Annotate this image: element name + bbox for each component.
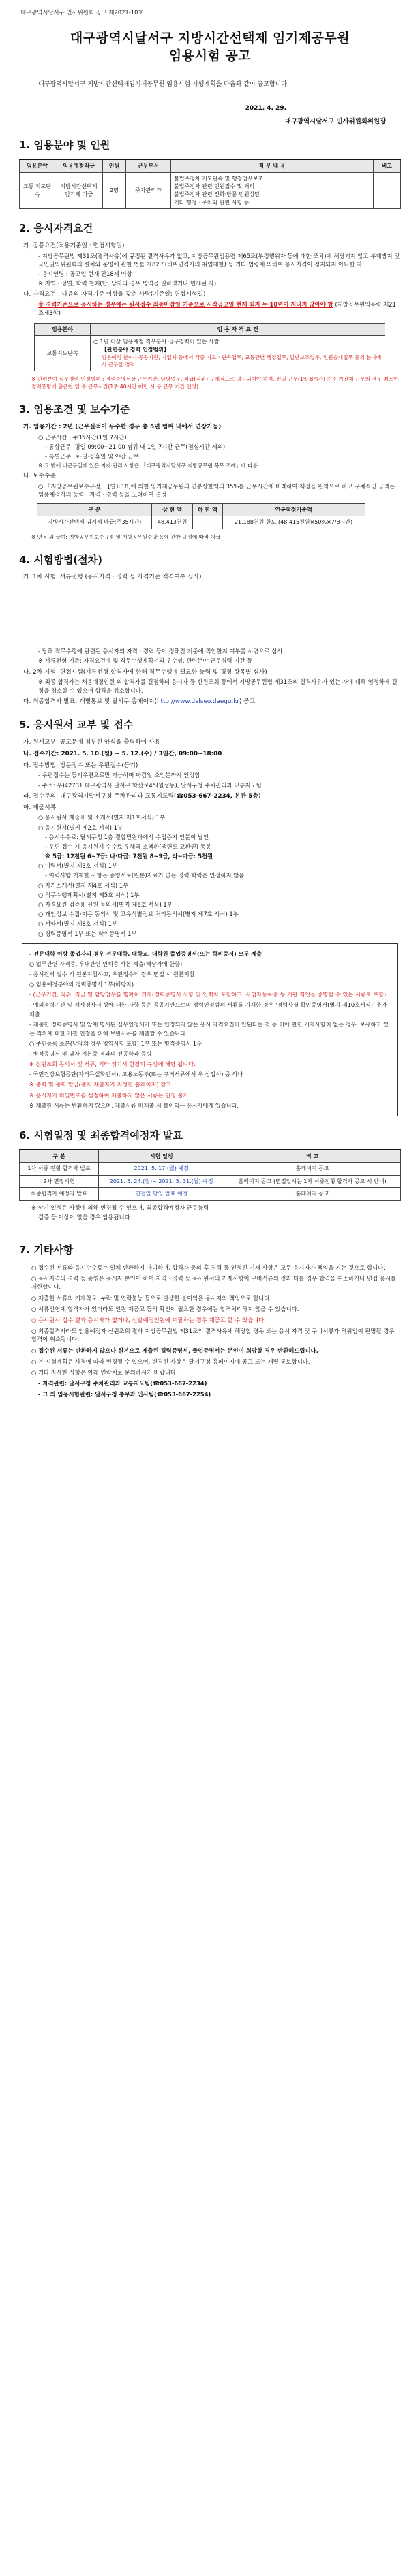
- age-requirement: - 응시연령 : 공고일 현재 만18세 이상: [38, 270, 132, 278]
- document-item: ○ 응시원서(별지 제2호 서식) 1부: [38, 823, 123, 831]
- work-hours: ○ 근무시간 : 주35시간(1일 7시간): [38, 433, 127, 441]
- document-item: - 응시수수료: 달서구청 1층 결합민원과에서 수입증지 인분이 납인: [45, 833, 209, 841]
- qualification-line: ○ 1년 이상 임용예정 직무분야 실무경력이 있는 사람: [93, 339, 220, 345]
- col-grade: 임용예정직급: [55, 159, 103, 172]
- cell-field: 교통지도단속: [35, 336, 91, 371]
- etc-item: ○ 응시원서 접수 결과 응시자가 없거나, 선발예정인원에 미달하는 경우 재공고 할 수 있습니다.: [31, 1316, 266, 1323]
- special-work: - 특별근무: 토·일·공휴일 및 야간 근무: [45, 453, 139, 460]
- inquiry-phone: ☎053-667-2234, 본관 5층: [176, 792, 258, 800]
- col-note: 비고: [374, 159, 401, 172]
- common-requirement: 가. 공통요건(적용기준일 : 면접시험일): [23, 242, 125, 249]
- spacer: [19, 1223, 401, 1231]
- documents-box: [22, 943, 398, 1116]
- table-row: [20, 172, 401, 208]
- work-note: ※ 그 밖에 비근무일에 있은 지지·관리 사항은 「대구광역시달서구 지방공무원 복무 조례」에 따름: [38, 462, 258, 469]
- notice-title: [19, 30, 401, 65]
- duty-item: 불법주정차 관련 민원접수 및 처리: [174, 183, 255, 190]
- col-field: 임용분야: [20, 159, 55, 172]
- box-line: ※ 신원조회 동의서 및 서류, 기타 위치서 한정의 규정에 해당 됩니다.: [29, 1061, 196, 1068]
- col-upper: 상 한 액: [152, 503, 193, 516]
- qualification-scope: 임용예정 분야 : 공공기관, 기업체 등에서 각종 지도 · 단속업무, 교통관련 행정업무, 일반보조업무, 민원응대업무 등의 분야에서 근무한 경력: [102, 354, 382, 368]
- etc-item: ○ 본 시험계획은 사정에 따라 변경될 수 있으며, 변경된 사항은 달서구청 홈페이지에 공고 또는 개별 통보합니다.: [31, 1357, 310, 1365]
- schedule-table: [19, 1149, 401, 1201]
- duty-item: 불법주정차 관련 전화·방문 민원상담: [174, 191, 260, 198]
- col-count: 인원: [103, 159, 126, 172]
- position-table: [19, 159, 401, 209]
- requirement-text: - 지방공무원법 제31조(결격사유)에 규정된 결격사유가 없고, 지방공무원임용령 제65조(부정행위자 등에 대한 조치)에 해당되지 않고 부패방지 및 국민권익위원회의 설치와 운영에 관한 법률 제82조(비위면직자의 취업제한) 등 기타 법령에 의하여 응시자격이 정지되지 아니한 자: [38, 252, 400, 268]
- inquiry-text: 라. 접수문의: 대구광역시달서구청 주차관리과 교통지도팀(: [23, 792, 177, 800]
- document-item: ○ 자기소개서(별지 제4호 서식) 1부: [38, 881, 129, 889]
- cell-remark: 홈페이지 공고 (면접일시는 1차 서류전형 합격자 공고 시 안내): [224, 1175, 401, 1188]
- duty-item: 불법주정차 지도단속 및 행정업무보조: [174, 175, 264, 182]
- col-dept: 근무부서: [126, 159, 171, 172]
- etc-item: ○ 기타 자세한 사항은 아래 연락처로 문의하시기 바랍니다.: [31, 1368, 178, 1376]
- table-row: [35, 336, 385, 371]
- schedule-note-2: 검증 등 이상이 없을 경우 임용됩니다.: [38, 1214, 132, 1221]
- second-exam-note: ※ 최종 합격자는 채용예정인원 외 합격자를 결정하되 응시자 등 신원조회 등에서 지방공무원법 제31조의 결격사유가 있는 자에 대해 엄정하게 결정을 취소할 수 있으며 합격을 취소합니다.: [38, 678, 397, 694]
- box-line: ※ 응시자가 비밀번호를 설정하여 제출하지 않은 서류는 인정 불가: [29, 1091, 189, 1099]
- intro-text: 대구광역시달서구 지방시간선택제임기제공무원 임용시험 시행계획을 다음과 같이 공고합니다.: [38, 81, 289, 89]
- first-exam: 가. 1차 시험: 서류전형 (응시자격 · 경력 등 자격기준 적격여부 심사): [23, 574, 202, 581]
- cell-dept: 주차관리과: [126, 172, 171, 208]
- cell-category: 최종합격자 예정자 발표: [20, 1188, 99, 1201]
- pay-note: ※ 연봉 외 급여: 지방공무원보수규정 및 지방공무원수당 등에 관한 규정에 따라 지급: [31, 533, 221, 540]
- cell-upper: 48,413천원: [152, 516, 193, 529]
- col-category: 구 분: [38, 503, 152, 516]
- etc-item: ○ 접수된 서류는 반환하지 않으나 원본으로 제출된 경력증명서, 졸업증명서는 본인이 희망할 경우 반환해드립니다.: [31, 1347, 318, 1354]
- cell-schedule: 2021. 5. 24.(월)~ 2021. 5. 31.(월) 예정: [99, 1175, 224, 1188]
- term: 가. 임용기간 : 2년 (근무실적이 우수한 경우 총 5년 범위 내에서 연장가능): [23, 424, 222, 431]
- box-line: ○ 임용예정분야의 경력증명서 1부(해당자): [29, 981, 134, 988]
- doc-review-note: ※ 서류전형 기준: 자격요건에 및 직무수행계획서의 우수성, 관련분야 근무경력 기간 등: [38, 657, 253, 665]
- box-line: - 제출한 경력증명서 및 앞에 명시된 실무인정서가 또는 인정되지 않는 응시 자격요건이 안된다는 것 등 이에 관한 기재사항이 없는 경우, 보유하고 있는 직위에 대한 기관 인정을 위해 보완서류를 제출할 수 있습니다.: [29, 1020, 389, 1037]
- document-item: ○ 개인정보 수집·이용 동의서 및 고유식별정보 처리동의서(별지 제7호 서식) 1부: [38, 911, 239, 918]
- notice-date: 2021. 4. 29.: [245, 104, 286, 112]
- etc-item: ○ 서류전형에 합격자가 있더라도 인원 재공고 등의 확인이 필요한 경우에는 합격처리하지 않을 수 있습니다.: [31, 1305, 299, 1313]
- cell-note: [374, 172, 401, 208]
- career-note-text: ※ 경력기준으로 응시하는 경우에는 원서접수 최종마감일 기준으로 시작공고일 현재 최지 두 10년이 지나지 않아야 함: [38, 301, 333, 309]
- documents-title: 마. 제출서류: [23, 804, 57, 811]
- etc-list: [19, 1263, 401, 1398]
- document-item: ○ 경력증명서 1부 또는 학위증명서 1부: [38, 930, 137, 937]
- cell-qualification: [91, 336, 385, 371]
- box-line: - 병적증명서 및 남자 기본중 경과의 전공학과 증빙: [29, 1050, 152, 1057]
- documents-box-lines: [29, 949, 391, 1110]
- pay-text: ○ 「지방공무원보수규정」 [별표18]에 의한 임기제공무원의 연봉상한액의 35%를 근무시간에 비례하여 책정을 원칙으로 하고 구체적인 금액은 임용예정자의 능력 · 자격 · 경력 등을 고려하여 결정: [38, 483, 395, 499]
- doc-review-text: - 당해 직무수행에 관련된 응시자의 자격 · 경력 등이 정해진 기준에 적합한지 여부를 서면으로 심사: [38, 648, 283, 655]
- second-exam: 나. 2차 시험: 면접시험(서류전형 합격자에 한해 직무수행에 필요한 능력 및 평정 항목별 심사): [23, 668, 267, 676]
- section-6-title: 6. 시험일정 및 최종합격예정자 발표: [19, 1129, 183, 1142]
- table-row: [38, 516, 365, 529]
- pay-level: 나. 보수수준: [23, 473, 57, 480]
- normal-work: - 통상근무: 평일 09:00~21:00 범위 내 1일 7시간 근무(점심시간 제외): [45, 443, 226, 450]
- document-item: ○ 응시원서 제출표 및 소개서(별지 제1호서식) 1부: [38, 814, 166, 821]
- col-schedule: 시험 일정: [99, 1150, 224, 1163]
- cell-field: 교통 지도단속: [20, 172, 55, 208]
- career-note-ref: (지방공무원임용령 제21조제3항): [38, 301, 396, 317]
- mail-address: - 주소: 우)42731 대구광역시 달서구 학산로45(월성동), 달서구청 주차관리과 교통지도팀: [38, 781, 262, 789]
- document-item: ※ 5급: 12천원 6~7급: 나·다급: 7천원 8~9급, 라~마급: 5천원: [45, 853, 213, 860]
- document-item: ○ 서약서(별지 제8호 서식) 1부: [38, 920, 118, 928]
- box-line: ○ 주민등록 초본(남자의 경우 병역사항 포함) 1부 또는 병적증명서 1부: [29, 1039, 202, 1047]
- final-announcement-end: ) 공고: [239, 697, 256, 705]
- blank-area: [19, 583, 401, 646]
- document-item: - 이력사항 기재한 사항은 증명서로(원본)자료가 없는 경력·학력은 인정하지 않음: [45, 872, 245, 879]
- final-announcement: [23, 697, 401, 706]
- cell-schedule: 2021. 5. 17.(월) 예정: [99, 1163, 224, 1176]
- schedule-note-1: ※ 상기 일정은 사정에 의해 변경될 수 있으며, 최종합격예정자 근무능력: [31, 1204, 209, 1211]
- submission-period: 나. 접수기간: 2021. 5. 10.(월) ~ 5. 12.(수) / 3일간, 09:00~18:00: [23, 750, 222, 757]
- col-lower: 하 한 액: [193, 503, 222, 516]
- box-line: ※ 제출한 서류는 반환하지 않으며, 제출서류 미제출 시 불이익은 응시자에게 있습니다.: [29, 1101, 239, 1109]
- cell-base: 21,188천원 한도 (48,415천원×50%×7/8시간): [222, 516, 365, 529]
- section-1-title: 1. 임용분야 및 인원: [19, 139, 110, 152]
- mail-note: - 우편접수는 등기우편으로만 가능하며 마감일 소인분까지 인정함: [38, 772, 200, 779]
- title-line-1: 대구광역시달서구 지방시간선택제 임기제공무원: [70, 31, 350, 46]
- box-line: - 응시원서 접수 시 원본지참하고, 우편접수의 경우 면접 시 원본지참: [29, 971, 195, 977]
- notice-org: 대구광역시달서구 인사위원회위원장: [284, 117, 386, 125]
- cell-category: 2차 면접시험: [20, 1175, 99, 1188]
- section-4-title: 4. 시험방법(절차): [19, 553, 103, 566]
- box-line: ○ 업무관련 자격증, 우대관련 면허증 사본 제출(해당자에 한함): [29, 960, 183, 967]
- career-scope-note-text: ※ 관련분야 실무경력 인정범위 : 경력증명서상 근무기간, 담당업무, 직급(직위) 구체적으로 명시되어야 하며, 전일 근무(1일 8시간) 기준 기간제 근무의 경우 최소한 경력증명에 출근한 일 수 근무시간(1주 40시간 미만 시 등 근무 기간 인정): [31, 376, 399, 390]
- inquiry-end: ): [258, 792, 261, 800]
- etc-item: ○ 최종합격자라도 임용예정자 신원조회 결과 지방공무원법 제31조의 결격사유에 해당할 경우 또는 응시 자격 및 구비서류가 허위임이 판명될 경우 합격이 취소됩니다.: [31, 1328, 395, 1343]
- cell-grade: 지방시간선택제 임기제 마급: [55, 172, 103, 208]
- col-field: 임용분야: [35, 323, 91, 336]
- form-distribution: 가. 원서교부: 공고문에 첨부된 양식을 출력하여 사용: [23, 739, 160, 747]
- col-remark: 비 고: [224, 1150, 401, 1163]
- section-5-title: 5. 응시원서 교부 및 접수: [19, 719, 134, 732]
- table-row: [20, 1188, 401, 1201]
- box-line: - (근무기간, 직위, 직급 및 담당업무를 명확히 기재(경력증명서 사항 및 인력차 포함하고, 사업자등록증 등 기관 직인을 증명할 수 있는 서류로 포함): [29, 991, 387, 999]
- cell-category: 1차 서류 전형 합격자 발표: [20, 1163, 99, 1176]
- section-2-title: 2. 응시자격요건: [19, 222, 93, 235]
- document-item: ○ 이력서(별지 제3호 서식) 1부: [38, 862, 118, 870]
- box-line: - 전문대학 이상 졸업자의 경우 전문대학, 대학교, 대학원 졸업증명서(또는 학위증서) 모두 제출: [29, 949, 262, 957]
- box-line: ※ 출력 및 출력 발급(출처 제출자가 지정한 홈페이지) 참고: [29, 1081, 172, 1088]
- cell-lower: -: [193, 516, 222, 529]
- submission-method: 다. 접수방법: 방문접수 또는 우편접수(등기): [23, 761, 138, 769]
- cell-remark: 홈페이지 공고: [224, 1188, 401, 1201]
- requirement-note: ※ 지역 · 성별, 학력 철폐(단, 남자의 경우 병역을 필하였거나 면제된 자): [38, 280, 217, 287]
- schedule-body: [20, 1163, 401, 1201]
- etc-item: - 그 외 임용시험관련: 달서구청 총무과 인사팀(☎053-667-2254): [38, 1391, 211, 1398]
- col-duties: 직 무 내 용: [171, 159, 374, 172]
- etc-item: - 자격관련: 달서구청 주차관리과 교통지도팀(☎053-667-2234): [38, 1380, 207, 1387]
- documents-list: [19, 813, 401, 937]
- final-announcement-text: 다. 최종합격자 발표: 개별통보 및 달서구 홈페이지(: [23, 697, 157, 705]
- document-item: ○ 직무수행계획서(별지 제5호 서식) 1부: [38, 891, 140, 898]
- section-3-title: 3. 임용조건 및 보수기준: [19, 403, 130, 416]
- pay-table: [37, 503, 365, 529]
- career-scope-note: [31, 375, 401, 390]
- qualification-requirement: 나. 자격요건 : 다음의 자격기준 이상을 갖춘 사람(기준일: 면접시험일): [23, 291, 206, 298]
- col-base: 연봉책정기준액: [222, 503, 365, 516]
- table-row: [20, 1163, 401, 1176]
- homepage-link[interactable]: http://www.dalseo.daegu.kr: [156, 697, 239, 705]
- cell-duties: [171, 172, 374, 208]
- col-category: 구 분: [20, 1150, 99, 1163]
- notice-number: 대구광역시달서구 인사위원회 공고 제2021-10호: [20, 9, 144, 16]
- table-row: [20, 1175, 401, 1188]
- document-item: - 우편 접수 시 응시원서 수수료 우체국 소액환(액면도 교환권) 동봉: [45, 843, 211, 850]
- col-qualification: 임 용 자 격 요 건: [91, 323, 385, 336]
- section-7-title: 7. 기타사항: [19, 1244, 74, 1257]
- cell-category: 지방시간선택제 임기제 마급(주35시간): [38, 516, 152, 529]
- duty-item: 기타 행정 · 주차와 관련 사항 등: [174, 199, 250, 206]
- cell-schedule: 면접일 당일 발표 예정: [99, 1188, 224, 1201]
- etc-item: ○ 응시자격의 경력 등 증명은 응시자 본인이 하며 자격 · 경력 등 응시원서의 기재사항이 구비서류의 것과 다를 경우 합격을 취소하거나 면접 응시를 제한합니다.: [31, 1275, 397, 1291]
- document-item: ○ 자격요건 검증용 신원 동의서(별지 제6호 서식) 1부: [38, 901, 172, 908]
- qualification-scope-title: 【관련분야 경력 인정범위】: [102, 346, 169, 353]
- cell-remark: 홈페이지 공고: [224, 1163, 401, 1176]
- box-line: - 예외경력기관 및 제사정사서 상에 대한 사항 등은 공공기관으로의 경력인정범위 서류를 기재한 경우 '경력사실 확인증명서(별지 제10호서식)' 추가 제출: [29, 1001, 387, 1018]
- etc-item: ○ 접수된 서류와 응시수수료는 일체 반환하지 아니하며, 합격자 등의 후 경력 등 인정된 기재 사항은 모두 응시자가 책임을 지는 것으로 합니다.: [31, 1264, 385, 1271]
- qualification-table: [34, 323, 385, 372]
- inquiry: [23, 792, 401, 801]
- title-line-2: 임용시험 공고: [168, 48, 252, 63]
- etc-item: ○ 제출한 서류의 기재착오, 누락 및 연락불능 등으로 발생한 불이익은 응시자의 책임으로 합니다.: [31, 1294, 272, 1302]
- box-line: - 국민건강보험공단(자격득실확인서), 고용노동부(또는 구비서류에서 우 상업사) 중 하나: [29, 1071, 243, 1078]
- cell-count: 2명: [103, 172, 126, 208]
- career-note: [38, 300, 401, 317]
